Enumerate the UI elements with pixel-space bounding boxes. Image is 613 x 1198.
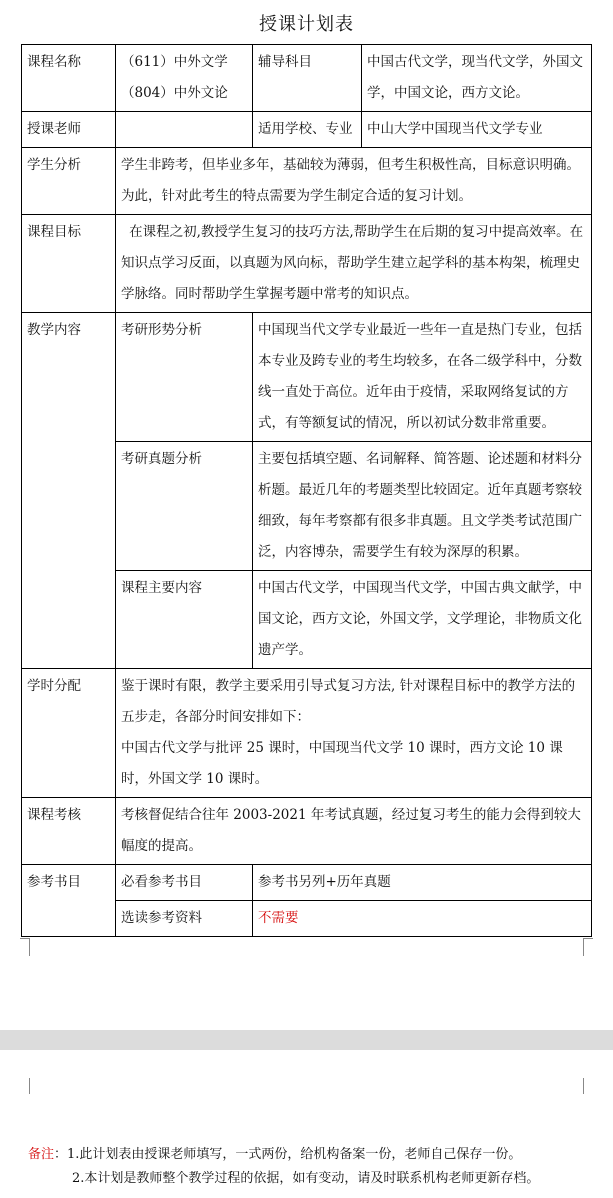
row-books-required: [22, 865, 592, 901]
scope-label: 适用学校、专业: [253, 112, 362, 148]
row-course-goal: [22, 215, 592, 313]
assessment-label: 课程考核: [22, 798, 116, 865]
row-course-name: [22, 45, 592, 112]
page-separator: [0, 1030, 613, 1050]
row-student-analysis: [22, 148, 592, 215]
content-item-text: 中国现当代文学专业最近一些年一直是热门专业，包括本专业及跨专业的考生均较多，在各二级学科中，分数线一直处于高位。近年由于疫情，采取网络复试的方式，有等额复试的情况，所以初试分数非常重要。: [253, 313, 592, 442]
subject-label: 辅导科目: [253, 45, 362, 112]
scope-value: 中山大学中国现当代文学专业: [362, 112, 592, 148]
note-line-1: [28, 1143, 608, 1167]
margin-mark: [29, 1078, 31, 1094]
subject-value: 中国古代文学，现当代文学，外国文学，中国文论，西方文论。: [362, 45, 592, 112]
student-analysis-value: 学生非跨考，但毕业多年，基础较为薄弱，但考生积极性高，目标意识明确。为此，针对此考生的特点需要为学生制定合适的复习计划。: [116, 148, 592, 215]
row-assessment: [22, 798, 592, 865]
course-goal-value: 在课程之初,教授学生复习的技巧方法,帮助学生在后期的复习中提高效率。在知识点学习反面，以真题为风向标，帮助学生建立起学科的基本构架，梳理史学脉络。同时帮助学生掌握考题中常考的知识点。: [116, 215, 592, 313]
row-hours: [22, 669, 592, 798]
course-name-value: [116, 45, 253, 112]
course-code-804: （804）中外文论: [121, 85, 228, 101]
document-title: 授课计划表: [259, 14, 354, 35]
content-item-name: 考研真题分析: [116, 442, 253, 571]
content-item-text: 中国古代文学，中国现当代文学，中国古典文献学，中国文论，西方文论，外国文学，文学理论，非物质文化遗产学。: [253, 571, 592, 669]
content-item-text: 主要包括填空题、名词解释、简答题、论述题和材料分析题。最近几年的考题类型比较固定。近年真题考察较细致，每年考察都有很多非真题。且文学类考试范围广泛，内容博杂，需要学生有较为深厚的积累。: [253, 442, 592, 571]
hours-breakdown: 中国古代文学与批评 25 课时，中国现当代文学 10 课时，西方文论 10 课时，外国文学 10 课时。: [121, 740, 563, 787]
optional-books-value: 不需要: [253, 901, 592, 937]
hours-label: 学时分配: [22, 669, 116, 798]
row-content-situation: [22, 313, 592, 442]
hours-intro: 鉴于课时有限，教学主要采用引导式复习方法, 针对课程目标中的教学方法的五步走，各部分时间安排如下：: [121, 678, 576, 725]
content-item-name: 考研形势分析: [116, 313, 253, 442]
notes-block: [28, 1143, 608, 1191]
course-goal-label: 课程目标: [22, 215, 116, 313]
plan-table: [21, 44, 592, 937]
margin-mark: [583, 938, 585, 956]
note-colon: ：: [54, 1147, 68, 1162]
assessment-value: 考核督促结合往年 2003-2021 年考试真题，经过复习考生的能力会得到较大幅度的提高。: [116, 798, 592, 865]
required-books-label: 必看参考书目: [116, 865, 253, 901]
margin-mark: [583, 1078, 585, 1094]
books-label: 参考书目: [22, 865, 116, 937]
note-line-2: 2.本计划是教师整个教学过程的依据，如有变动，请及时联系机构老师更新存档。: [72, 1171, 540, 1186]
optional-books-label: 选读参考资料: [116, 901, 253, 937]
teacher-value: [116, 112, 253, 148]
required-books-value: 参考书另列+历年真题: [253, 865, 592, 901]
course-code-611: （611）中外文学: [121, 54, 228, 70]
course-name-label: 课程名称: [22, 45, 116, 112]
content-item-name: 课程主要内容: [116, 571, 253, 669]
teaching-content-label: 教学内容: [22, 313, 116, 669]
note-text-1: 1.此计划表由授课老师填写，一式两份，给机构备案一份，老师自己保存一份。: [67, 1147, 522, 1162]
student-analysis-label: 学生分析: [22, 148, 116, 215]
hours-value: [116, 669, 592, 798]
note-prefix: 备注: [28, 1147, 55, 1162]
teacher-label: 授课老师: [22, 112, 116, 148]
margin-mark: [29, 938, 31, 956]
row-teacher: [22, 112, 592, 148]
